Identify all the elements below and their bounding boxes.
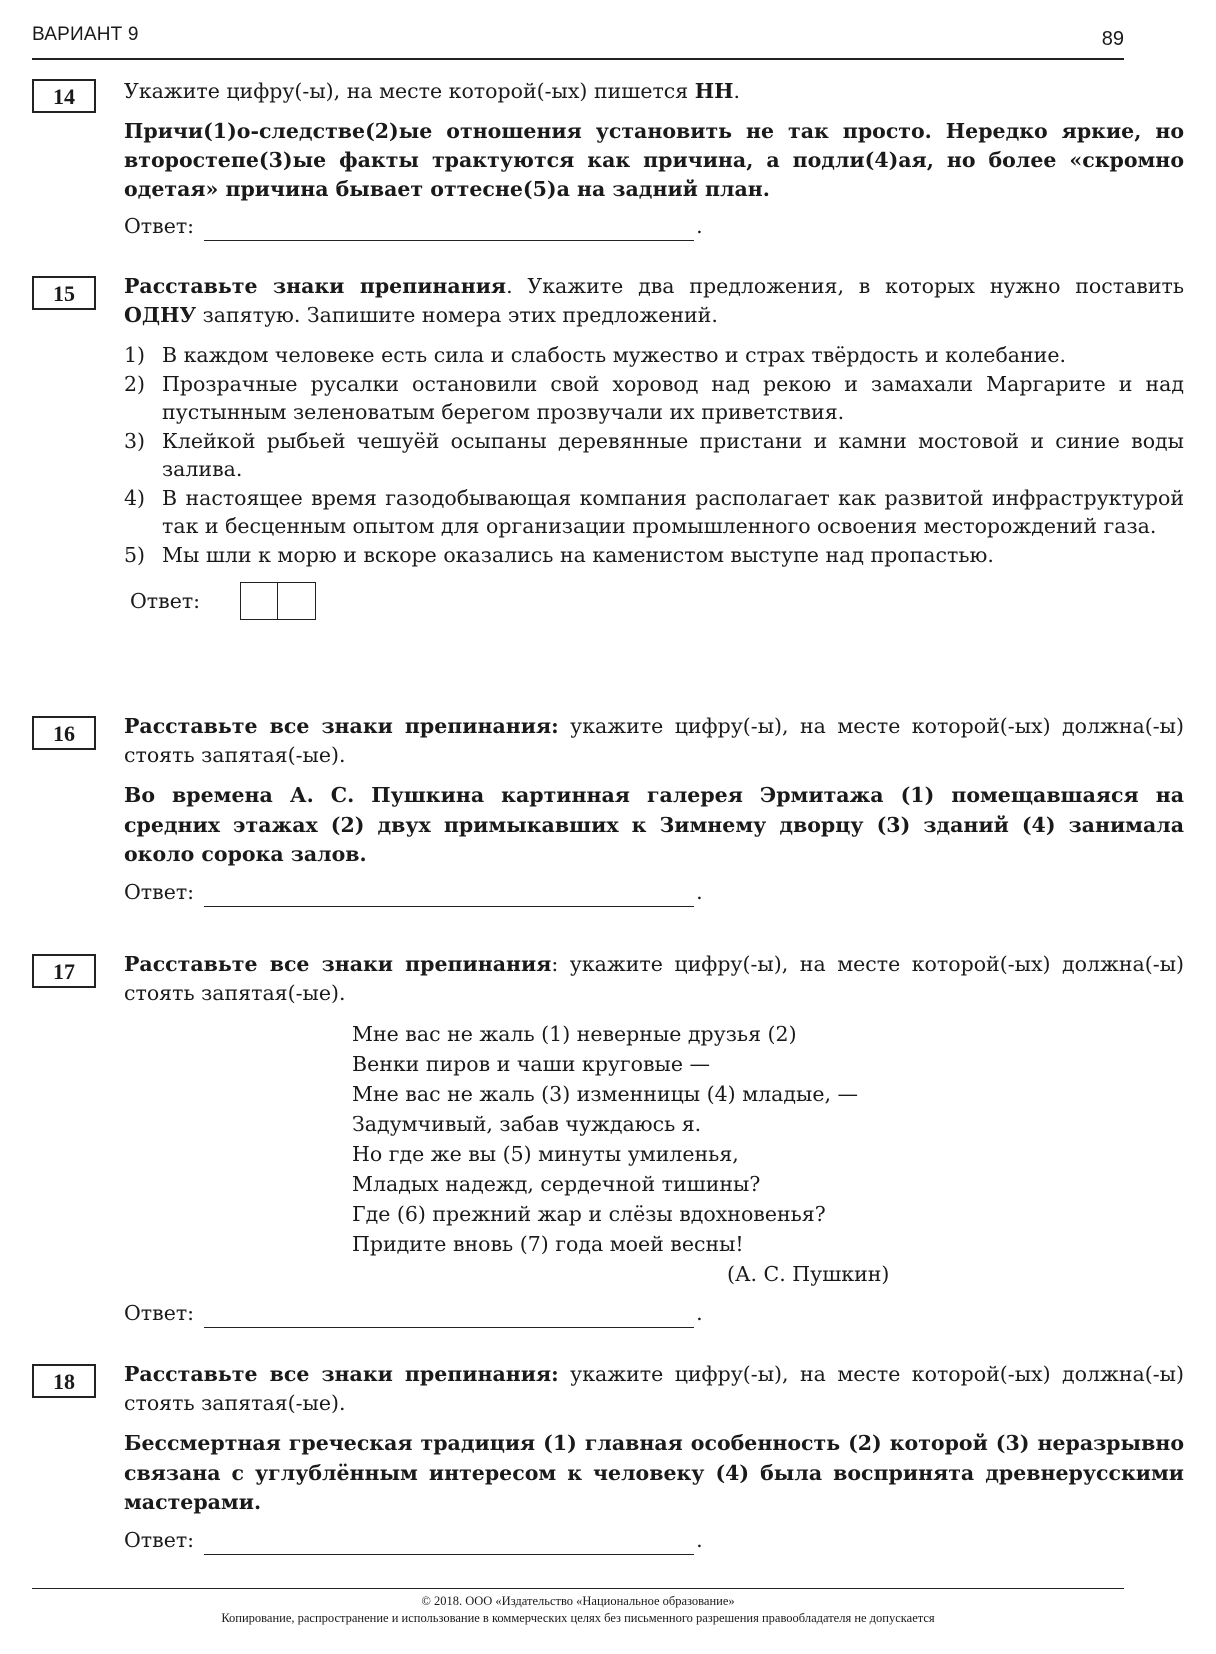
- answer-row: [124, 581, 1184, 621]
- list-item: 2) Прозрачные русалки остановили свой хоровод над рекою и замахали Маргарите и над пустынным зеленоватым берегом прозвучали их приветствия.: [124, 371, 1184, 424]
- task-text: Причи(1)о-следстве(2)ые отношения установить не так просто. Нередко яркие, но второстепе(3)ые факты трактуются как причина, а подли(4)ая, но более «скромно одетая» причина бывает оттесне(5)а на задний план.: [124, 119, 1184, 201]
- poem-line: Придите вновь (7) года моей весны!: [352, 1232, 744, 1256]
- task-instruction: Расставьте знаки препинания. Укажите два предложения, в которых нужно поставить ОДНУ запятую. Запишите номера этих предложений.: [124, 274, 1184, 327]
- poem-line: Младых надежд, сердечной тишины?: [352, 1172, 761, 1196]
- page-number: 89: [1101, 28, 1124, 50]
- page-footer: [32, 1588, 1124, 1627]
- copyright-notice: Копирование, распространение и использование в коммерческих целях без письменного разрешения правообладателя не допускается: [221, 1611, 935, 1625]
- answer-input-line[interactable]: [204, 884, 694, 907]
- list-item: 1) В каждом человеке есть сила и слабость мужество и страх твёрдость и колебание.: [124, 343, 1066, 367]
- answer-cell[interactable]: [278, 582, 316, 620]
- list-item: 3) Клейкой рыбьей чешуёй осыпаны деревянные пристани и камни мостовой и синие воды залива.: [124, 428, 1184, 481]
- task-text: Во времена А. С. Пушкина картинная галерея Эрмитажа (1) помещавшаяся на средних этажах (2) двух примыкавших к Зимнему дворцу (3) зданий (4) занимала около сорока залов.: [124, 783, 1184, 866]
- answer-input-line[interactable]: [204, 1305, 694, 1328]
- task-instruction: Укажите цифру(-ы), на месте которой(-ых) пишется НН.: [124, 79, 741, 103]
- answer-input-line[interactable]: [204, 1532, 694, 1555]
- page-header: [32, 18, 1124, 60]
- list-item: 4) В настоящее время газодобывающая компания располагает как развитой инфраструктурой так и бесценным опытом для организации промышленного освоения месторождений газа.: [124, 485, 1184, 538]
- poem: [352, 1019, 889, 1289]
- task-instruction: Расставьте все знаки препинания: укажите цифру(-ы), на месте которой(-ых) должна(-ы) стоять запятая(-ые).: [124, 1362, 1184, 1415]
- answer-input-line[interactable]: [204, 218, 694, 241]
- task-number-box: 14: [32, 79, 96, 113]
- poem-line: Где (6) прежний жар и слёзы вдохновенья?: [352, 1202, 826, 1226]
- task-number-box: 17: [32, 954, 96, 988]
- poem-line: Но где же вы (5) минуты умиленья,: [352, 1142, 739, 1166]
- variant-label: ВАРИАНТ 9: [32, 24, 139, 45]
- answer-row: Ответ: .: [124, 877, 1184, 907]
- poem-line: Задумчивый, забав чуждаюсь я.: [352, 1112, 702, 1136]
- task-instruction: Расставьте все знаки препинания: укажите цифру(-ы), на месте которой(-ых) должна(-ы) стоять запятая(-ые).: [124, 714, 1184, 767]
- answer-cell[interactable]: [240, 582, 278, 620]
- list-item: 5) Мы шли к морю и вскоре оказались на каменистом выступе над пропастью.: [124, 542, 994, 567]
- poem-author: (А. С. Пушкин): [727, 1262, 890, 1286]
- answer-label: Ответ:: [130, 589, 201, 613]
- poem-line: Мне вас не жаль (1) неверные друзья (2): [352, 1022, 797, 1046]
- answer-row: Ответ: .: [124, 211, 1184, 241]
- poem-line: Мне вас не жаль (3) изменницы (4) младые, —: [352, 1082, 858, 1106]
- answer-label: Ответ:: [124, 214, 195, 238]
- poem-line: Венки пиров и чаши круговые —: [352, 1052, 710, 1076]
- copyright-line: © 2018. ООО «Издательство «Национальное образование»: [421, 1594, 735, 1608]
- answer-label: Ответ:: [124, 1527, 195, 1552]
- answer-label: Ответ:: [124, 879, 195, 904]
- answer-row: Ответ: .: [124, 1298, 1184, 1328]
- sentence-list: [124, 341, 1184, 569]
- answer-cells: [240, 582, 316, 620]
- task-instruction: Расставьте все знаки препинания: укажите цифру(-ы), на месте которой(-ых) должна(-ы) стоять запятая(-ые).: [124, 952, 1185, 1005]
- answer-label: Ответ:: [124, 1301, 195, 1325]
- task-number-box: 15: [32, 276, 96, 310]
- answer-row: Ответ: .: [124, 1525, 1184, 1555]
- task-number-box: 18: [32, 1364, 96, 1398]
- task-text: Бессмертная греческая традиция (1) главная особенность (2) которой (3) неразрывно связана с углублённым интересом к человеку (4) была воспринята древнерусскими мастерами.: [124, 1431, 1184, 1514]
- task-number-box: 16: [32, 716, 96, 750]
